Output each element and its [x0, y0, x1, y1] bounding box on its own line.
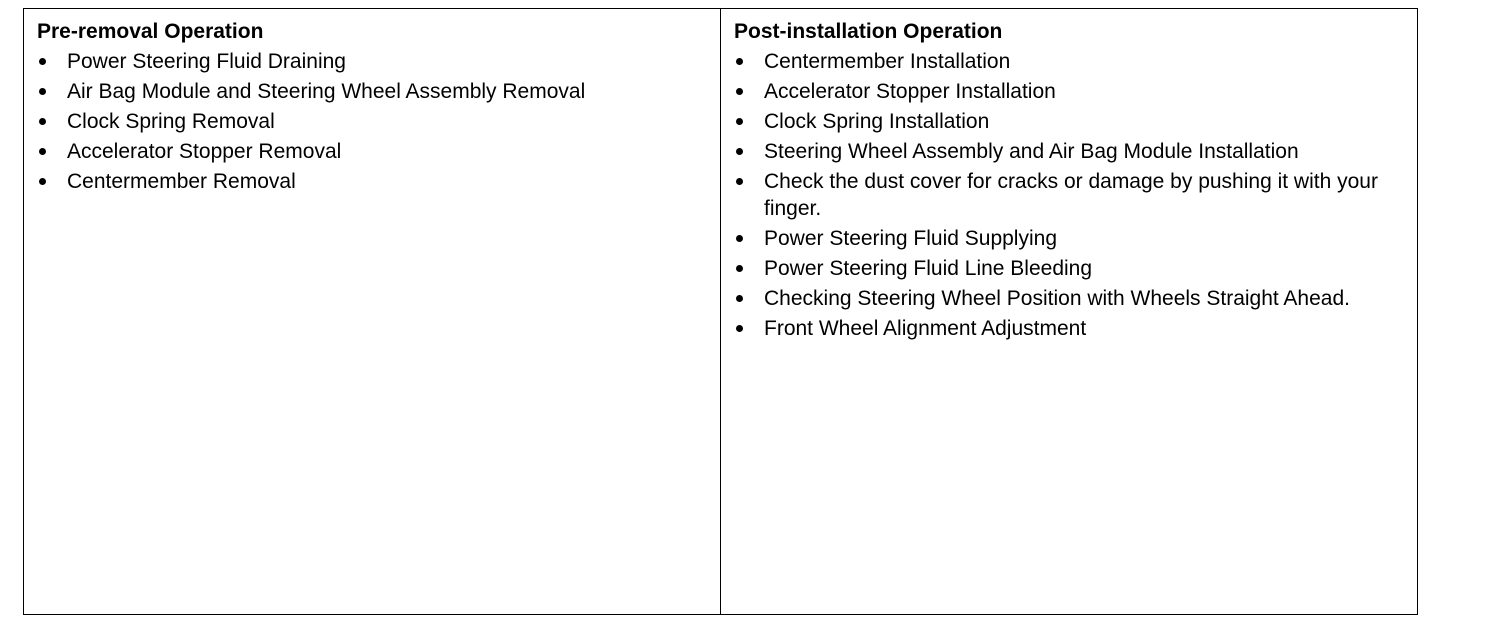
pre-removal-title: Pre-removal Operation	[37, 20, 264, 43]
list-item-text: Air Bag Module and Steering Wheel Assembly Removal	[67, 80, 586, 103]
bullet-icon	[39, 88, 46, 95]
list-item-text: Steering Wheel Assembly and Air Bag Module Installation	[764, 140, 1299, 163]
list-item	[24, 78, 720, 105]
list-item-text: Centermember Removal	[67, 170, 296, 193]
post-installation-title: Post-installation Operation	[734, 20, 1003, 43]
bullet-icon	[736, 118, 743, 125]
bullet-icon	[736, 325, 743, 332]
list-item-text: Clock Spring Installation	[764, 110, 990, 133]
list-item	[721, 285, 1417, 312]
list-item	[721, 168, 1417, 222]
list-item	[24, 138, 720, 165]
bullet-icon	[39, 58, 46, 65]
list-item-text: Clock Spring Removal	[67, 110, 275, 133]
list-item	[721, 108, 1417, 135]
bullet-icon	[736, 148, 743, 155]
list-item-text: Power Steering Fluid Draining	[67, 50, 346, 73]
list-item	[721, 48, 1417, 75]
list-item	[721, 138, 1417, 165]
operations-table	[23, 8, 1418, 615]
post-installation-column	[721, 9, 1417, 614]
list-item-text: Front Wheel Alignment Adjustment	[764, 317, 1087, 340]
list-item	[721, 225, 1417, 252]
bullet-icon	[39, 148, 46, 155]
bullet-icon	[39, 178, 46, 185]
bullet-icon	[736, 88, 743, 95]
post-installation-list	[721, 48, 1417, 345]
pre-removal-column	[24, 9, 721, 614]
pre-removal-list	[24, 48, 720, 198]
bullet-icon	[736, 58, 743, 65]
list-item-text: Check the dust cover for cracks or damage by pushing it with your finger.	[764, 170, 1378, 220]
bullet-icon	[736, 178, 743, 185]
list-item	[721, 255, 1417, 282]
list-item-text: Power Steering Fluid Line Bleeding	[764, 257, 1093, 280]
list-item-text: Centermember Installation	[764, 50, 1011, 73]
list-item	[24, 168, 720, 195]
bullet-icon	[736, 295, 743, 302]
list-item-text: Accelerator Stopper Removal	[67, 140, 342, 163]
bullet-icon	[736, 265, 743, 272]
list-item-text: Power Steering Fluid Supplying	[764, 227, 1057, 250]
list-item-text: Checking Steering Wheel Position with Wheels Straight Ahead.	[764, 287, 1350, 310]
bullet-icon	[39, 118, 46, 125]
list-item	[721, 315, 1417, 342]
bullet-icon	[736, 235, 743, 242]
list-item	[721, 78, 1417, 105]
list-item	[24, 108, 720, 135]
list-item	[24, 48, 720, 75]
list-item-text: Accelerator Stopper Installation	[764, 80, 1056, 103]
